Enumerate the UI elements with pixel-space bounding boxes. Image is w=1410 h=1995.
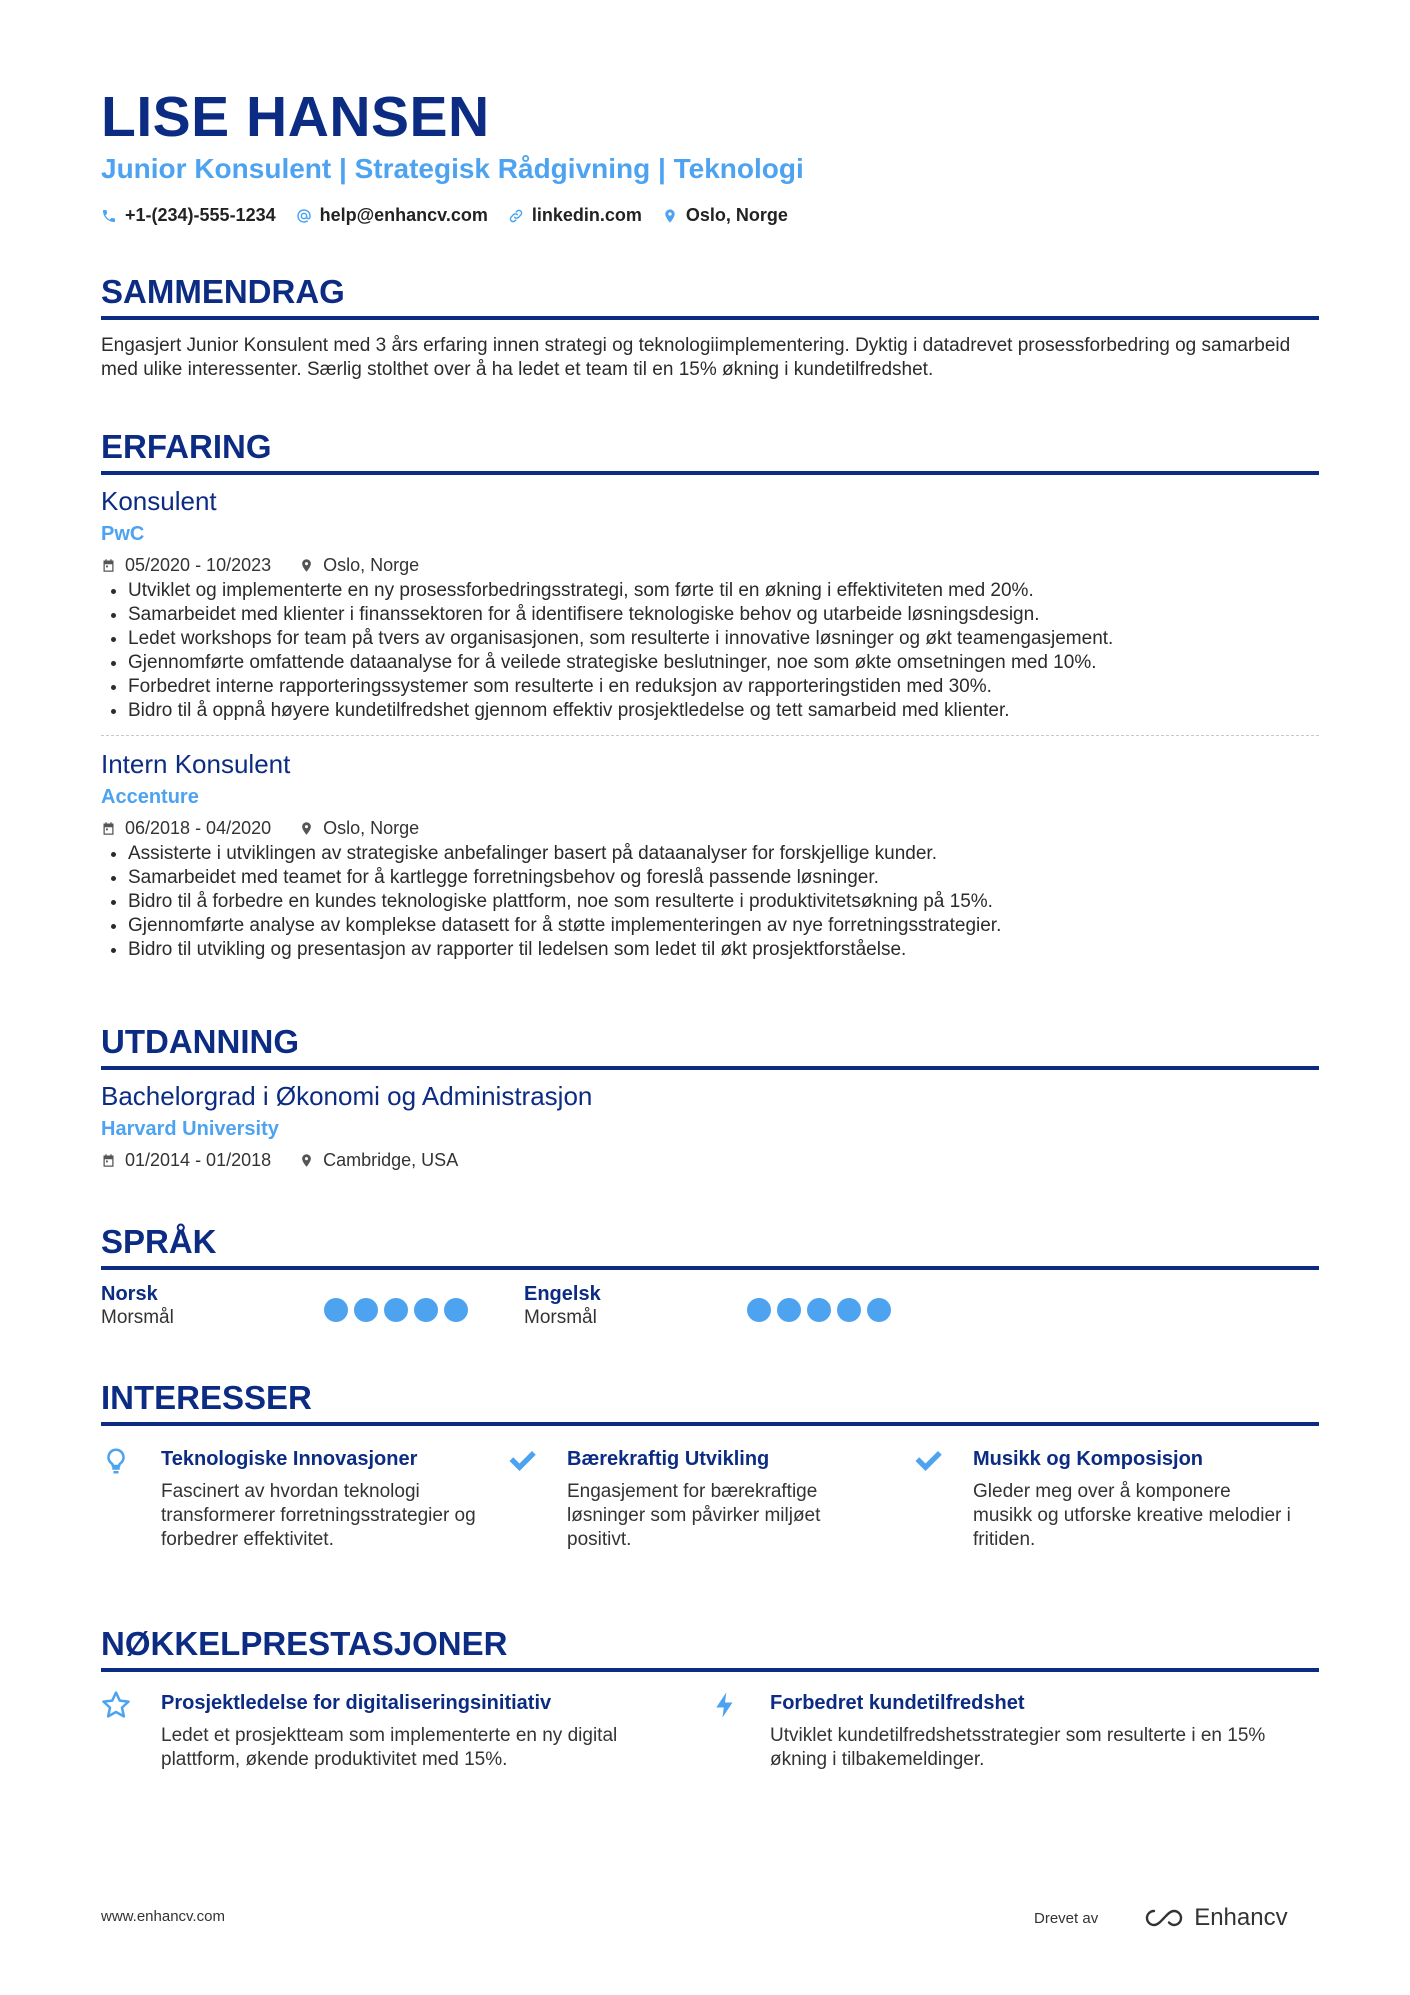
at-icon (296, 208, 312, 224)
language-level: Morsmål (524, 1307, 597, 1328)
language-name: Engelsk (524, 1283, 601, 1305)
section-divider (101, 1422, 1319, 1426)
brand-name: Enhancv (1194, 1904, 1288, 1931)
education-school: Harvard University (101, 1118, 279, 1140)
education-meta (101, 1148, 1319, 1172)
section-divider (101, 471, 1319, 475)
contact-location-text: Oslo, Norge (685, 205, 788, 225)
interest-item (507, 1446, 913, 1552)
lightning-icon (710, 1690, 740, 1720)
location-icon (299, 1153, 314, 1168)
rating-dot (444, 1298, 468, 1322)
language-name: Norsk (101, 1283, 158, 1305)
achievements-heading: NØKKELPRESTASJONER (101, 1625, 508, 1662)
interests-list (101, 1446, 1319, 1552)
section-divider (101, 316, 1319, 320)
job-dates (101, 816, 271, 840)
calendar-icon (101, 821, 116, 836)
calendar-icon (101, 1153, 116, 1168)
education-dates (101, 1148, 271, 1172)
contact-location (662, 205, 788, 226)
checkmark-icon (913, 1446, 943, 1476)
education-dates-text: 01/2014 - 01/2018 (125, 1150, 272, 1170)
interest-title: Musikk og Komposisjon (973, 1448, 1204, 1470)
job-separator (101, 735, 1319, 736)
interest-item (101, 1446, 507, 1552)
job-company: Accenture (101, 786, 199, 808)
job-entry (101, 748, 1319, 962)
contact-linkedin[interactable] (508, 205, 642, 226)
infinity-logo-icon (1142, 1907, 1186, 1929)
job-dates-text: 06/2018 - 04/2020 (125, 818, 272, 838)
summary-heading: SAMMENDRAG (101, 273, 345, 310)
location-icon (662, 208, 678, 224)
contact-phone-text: +1-(234)-555-1234 (125, 205, 276, 225)
achievement-description: Ledet et prosjektteam som implementerte en ny digital plattform, økende produktivitet med 15%. (161, 1725, 618, 1770)
job-bullet: • Bidro til å oppnå høyere kundetilfredshet gjennom effektiv prosjektledelse og tett samarbeid med klienter. (128, 699, 1319, 723)
rating-dot (837, 1298, 861, 1322)
rating-dot (354, 1298, 378, 1322)
lightbulb-icon (101, 1446, 131, 1476)
education-entry (101, 1080, 1319, 1172)
job-bullet: • Bidro til å forbedre en kundes teknologiske plattform, noe som resulterte i produktivitetsøkning på 15%. (128, 890, 1319, 914)
achievement-description: Utviklet kundetilfredshetsstrategier som resulterte i en 15% økning i tilbakemeldinger. (770, 1725, 1266, 1770)
language-level: Morsmål (101, 1307, 174, 1328)
achievement-item (710, 1690, 1319, 1772)
section-divider (101, 1266, 1319, 1270)
rating-dot (324, 1298, 348, 1322)
summary-section (101, 272, 1319, 382)
job-bullet: • Ledet workshops for team på tvers av organisasjonen, som resulterte i innovative løsninger og økt teamengasjement. (128, 627, 1319, 651)
interest-description: Gleder meg over å komponere musikk og utforske kreative melodier i fritiden. (973, 1481, 1291, 1550)
job-location-text: Oslo, Norge (323, 555, 420, 575)
powered-by-text: Drevet av (1034, 1909, 1099, 1927)
interest-title: Bærekraftig Utvikling (567, 1448, 770, 1470)
interests-heading: INTERESSER (101, 1379, 312, 1416)
job-dates (101, 553, 271, 577)
job-bullet: • Samarbeidet med klienter i finanssektoren for å identifisere teknologiske behov og utarbeide løsningsdesign. (128, 603, 1319, 627)
education-section (101, 1022, 1319, 1172)
summary-text: Engasjert Junior Konsulent med 3 års erfaring innen strategi og teknologiimplementering. Dyktig i datadrevet prosessforbedring og samarbeid med ulike interessenter. Særlig stolthet over å ha ledet et team til en 15% økning i kundetilfredshet. (101, 335, 1291, 380)
job-bullet: • Assisterte i utviklingen av strategiske anbefalinger basert på dataanalyser for forskjellige kunder. (128, 842, 1319, 866)
star-icon (101, 1690, 131, 1720)
job-bullet: • Gjennomførte omfattende dataanalyse for å veilede strategiske beslutninger, noe som økte omsetningen med 10%. (128, 651, 1319, 675)
language-rating (324, 1298, 468, 1330)
contact-linkedin-text: linkedin.com (531, 205, 642, 225)
job-bullet: • Bidro til utvikling og presentasjon av rapporter til ledelsen som ledet til økt prosjektforståelse. (128, 938, 1319, 962)
candidate-name: LISE HANSEN (101, 85, 490, 149)
job-location (299, 553, 419, 577)
rating-dot (747, 1298, 771, 1322)
section-divider (101, 1066, 1319, 1070)
language-rating (747, 1298, 891, 1330)
job-bullets (101, 842, 1319, 962)
rating-dot (414, 1298, 438, 1322)
rating-dot (867, 1298, 891, 1322)
calendar-icon (101, 558, 116, 573)
contact-row (101, 205, 788, 226)
job-entry (101, 485, 1319, 723)
job-bullet: • Samarbeidet med teamet for å kartlegge forretningsbehov og foreslå passende løsninger. (128, 866, 1319, 890)
location-icon (299, 821, 314, 836)
interest-description: Fascinert av hvordan teknologi transformerer forretningsstrategier og forbedrer effektivitet. (161, 1481, 476, 1550)
achievements-list (101, 1690, 1319, 1772)
languages-list (101, 1282, 1319, 1330)
interest-title: Teknologiske Innovasjoner (161, 1448, 418, 1470)
job-location-text: Oslo, Norge (323, 818, 420, 838)
enhancv-logo[interactable] (1142, 1904, 1287, 1932)
contact-email[interactable] (296, 205, 488, 226)
language-item (101, 1282, 524, 1330)
achievements-section (101, 1624, 1319, 1772)
achievement-title: Forbedret kundetilfredshet (770, 1692, 1025, 1714)
education-heading: UTDANNING (101, 1023, 299, 1060)
location-icon (299, 558, 314, 573)
interest-item (913, 1446, 1319, 1552)
candidate-subtitle: Junior Konsulent | Strategisk Rådgivning | Teknologi (101, 153, 804, 184)
footer-website[interactable]: www.enhancv.com (101, 1908, 225, 1925)
job-title: Intern Konsulent (101, 749, 291, 779)
job-location (299, 816, 419, 840)
education-location-text: Cambridge, USA (323, 1150, 459, 1170)
rating-dot (384, 1298, 408, 1322)
achievement-title: Prosjektledelse for digitaliseringsinitiativ (161, 1692, 552, 1714)
interest-description: Engasjement for bærekraftige løsninger som påvirker miljøet positivt. (567, 1481, 821, 1550)
job-bullet: • Forbedret interne rapporteringssystemer som resulterte i en reduksjon av rapporteringstiden med 30%. (128, 675, 1319, 699)
languages-heading: SPRÅK (101, 1223, 217, 1260)
interests-section (101, 1378, 1319, 1552)
checkmark-icon (507, 1446, 537, 1476)
job-bullets (101, 579, 1319, 723)
job-dates-text: 05/2020 - 10/2023 (125, 555, 272, 575)
job-bullet: • Gjennomførte analyse av komplekse datasett for å støtte implementeringen av nye forretningsstrategier. (128, 914, 1319, 938)
experience-heading: ERFARING (101, 428, 272, 465)
job-bullet: • Utviklet og implementerte en ny prosessforbedringsstrategi, som førte til en økning i effektiviteten med 20%. (128, 579, 1319, 603)
link-icon (508, 208, 524, 224)
languages-section (101, 1222, 1319, 1330)
phone-icon (101, 208, 117, 224)
contact-phone[interactable] (101, 205, 276, 226)
education-location (299, 1148, 458, 1172)
job-title: Konsulent (101, 486, 217, 516)
job-company: PwC (101, 523, 145, 545)
rating-dot (777, 1298, 801, 1322)
rating-dot (807, 1298, 831, 1322)
experience-section (101, 427, 1319, 962)
contact-email-text: help@enhancv.com (319, 205, 488, 225)
achievement-item (101, 1690, 710, 1772)
footer-branding (1034, 1904, 1288, 1932)
section-divider (101, 1668, 1319, 1672)
education-degree: Bachelorgrad i Økonomi og Administrasjon (101, 1081, 593, 1111)
job-meta (101, 553, 1319, 577)
job-meta (101, 816, 1319, 840)
language-item (524, 1282, 947, 1330)
